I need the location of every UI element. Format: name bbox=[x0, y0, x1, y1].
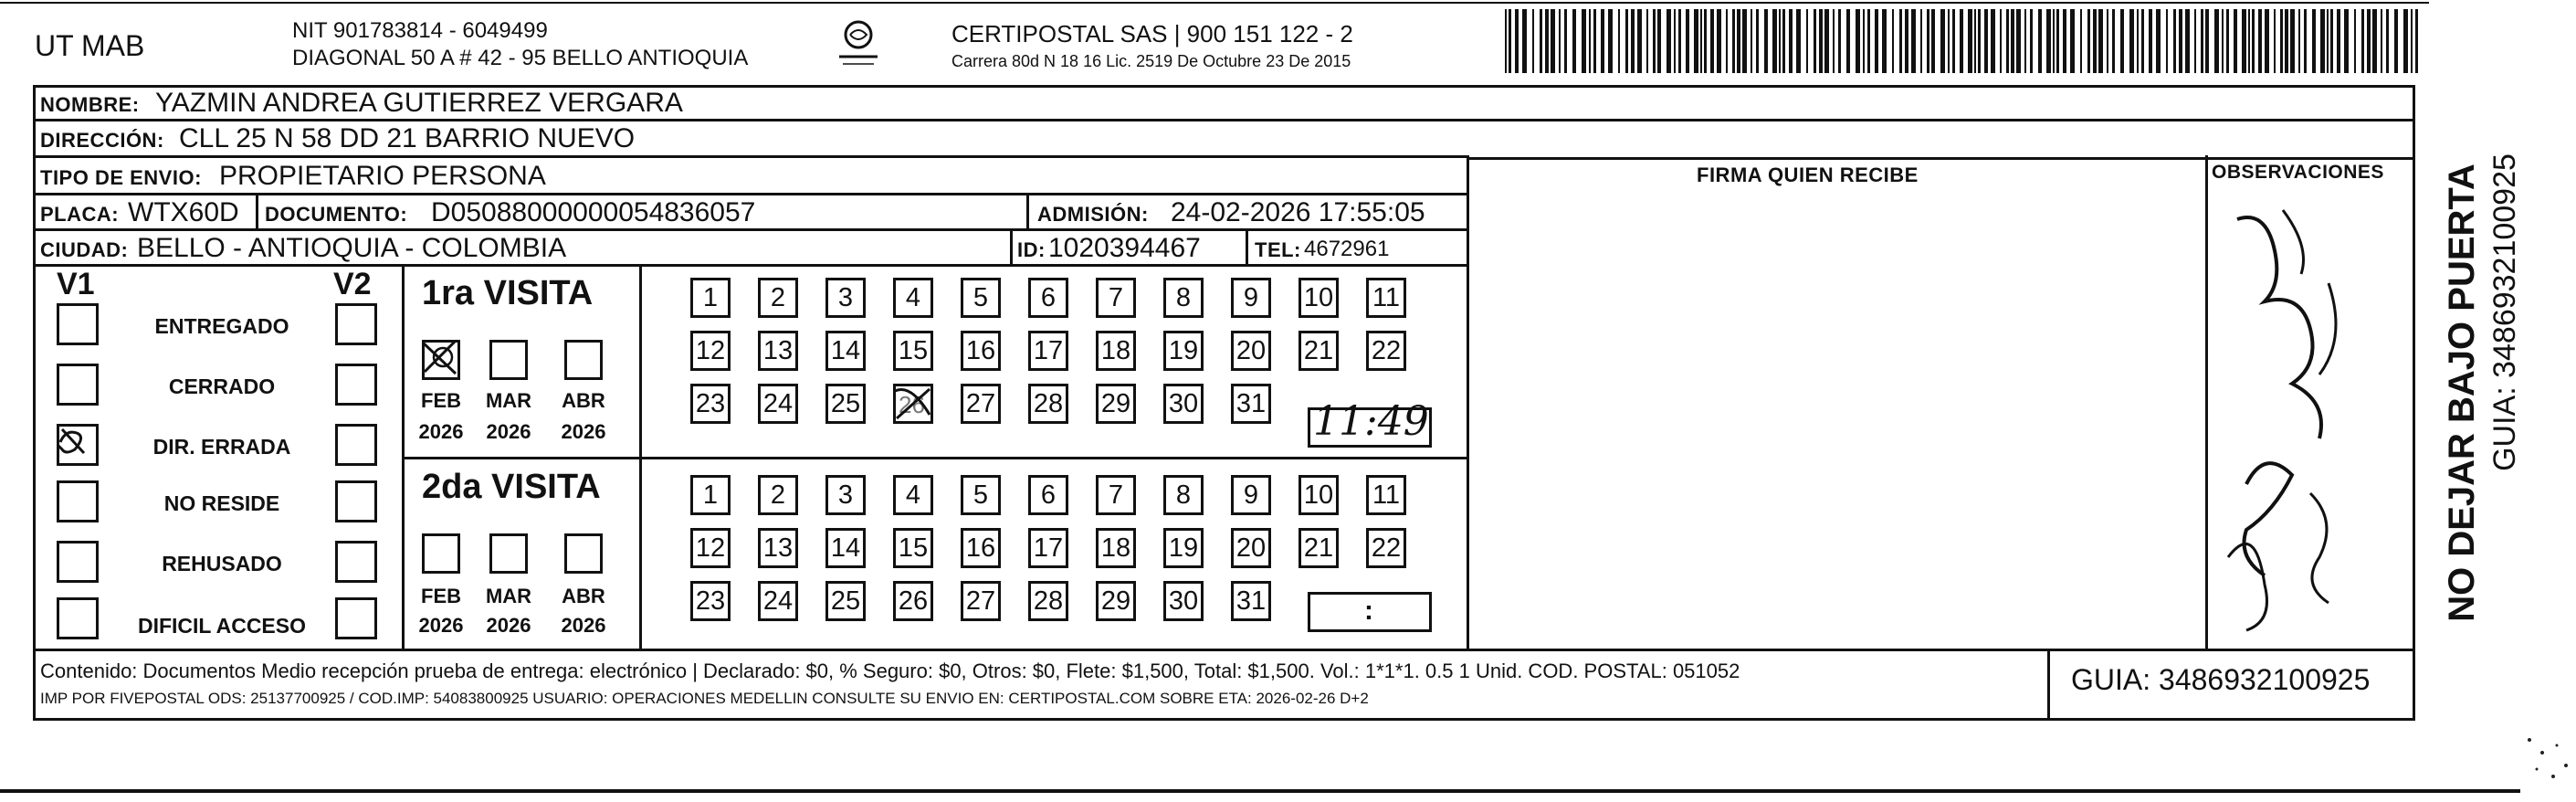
v1-checkbox-rehusado[interactable] bbox=[57, 541, 99, 583]
barcode-bar bbox=[2411, 9, 2413, 73]
side-warning: NO DEJAR BAJO PUERTA bbox=[2442, 164, 2482, 622]
status-entregado: ENTREGADO bbox=[154, 314, 289, 338]
barcode-bar bbox=[2011, 9, 2014, 73]
visit2-time: : bbox=[1364, 596, 1373, 626]
v2-checkbox-dificil-acceso[interactable] bbox=[335, 597, 377, 639]
barcode-bar bbox=[2156, 9, 2161, 73]
barcode-bar bbox=[2394, 9, 2398, 73]
visit2-day-12[interactable]: 12 bbox=[690, 528, 731, 568]
id-label: ID: bbox=[1017, 238, 1046, 261]
barcode-bar bbox=[1653, 9, 1656, 73]
barcode-bar bbox=[1646, 9, 1648, 73]
visit2-day-25[interactable]: 25 bbox=[825, 581, 866, 621]
visit2-day-4[interactable]: 4 bbox=[893, 475, 933, 515]
visit2-day-20[interactable]: 20 bbox=[1231, 528, 1271, 568]
visit1-day-8[interactable]: 8 bbox=[1163, 278, 1204, 318]
barcode-bar bbox=[1625, 9, 1628, 73]
barcode-bar bbox=[2285, 9, 2288, 73]
barcode-bar bbox=[1806, 9, 1808, 73]
barcode-bar bbox=[2205, 9, 2209, 73]
barcode bbox=[1505, 9, 2427, 73]
barcode-bar bbox=[1974, 9, 1976, 73]
barcode-bar bbox=[2120, 9, 2124, 73]
barcode-bar bbox=[1657, 9, 1661, 73]
status-dir-errada: DIR. ERRADA bbox=[152, 435, 291, 459]
visit2-day-8[interactable]: 8 bbox=[1163, 475, 1204, 515]
footer-guide: GUIA: 3486932100925 bbox=[2071, 663, 2371, 696]
barcode-bar bbox=[1991, 9, 1995, 73]
tel-label: TEL: bbox=[1255, 238, 1301, 261]
visit1-day-9[interactable]: 9 bbox=[1231, 278, 1271, 318]
visit2-day-9[interactable]: 9 bbox=[1231, 475, 1271, 515]
barcode-bar bbox=[1618, 9, 1620, 73]
visit2-month-abr[interactable] bbox=[564, 533, 603, 574]
visit1-day-6[interactable]: 6 bbox=[1028, 278, 1068, 318]
barcode-bar bbox=[1545, 9, 1549, 73]
bottom-rule bbox=[0, 789, 2520, 793]
barcode-bar bbox=[1631, 9, 1635, 73]
visit1-day-26[interactable] bbox=[893, 384, 933, 424]
id-value: 1020394467 bbox=[1048, 233, 1201, 263]
barcode-bar bbox=[1978, 9, 1981, 73]
visit1-month-mar[interactable] bbox=[489, 340, 528, 380]
visit2-year-feb: 2026 bbox=[418, 614, 464, 637]
visit1-day-22[interactable]: 22 bbox=[1366, 331, 1406, 371]
v1-checkbox-cerrado[interactable] bbox=[57, 364, 99, 406]
visit1-day-16[interactable]: 16 bbox=[961, 331, 1001, 371]
footer-print-info: IMP POR FIVEPOSTAL ODS: 25137700925 / COD.IMP: 54083800925 USUARIO: OPERACIONES MEDELLIN CONSULTE SU ENVIO EN: CERTIPOSTAL.COM SOBRE ETA: 2026-02-26 D+2 bbox=[40, 690, 1369, 707]
barcode-bar bbox=[2053, 9, 2055, 73]
v2-checkbox-no-reside[interactable] bbox=[335, 480, 377, 522]
barcode-bar bbox=[2372, 9, 2377, 73]
barcode-bar bbox=[2298, 9, 2300, 73]
observations-handwriting bbox=[2210, 192, 2374, 639]
barcode-bar bbox=[1505, 9, 1507, 73]
visit2-day-15[interactable]: 15 bbox=[893, 528, 933, 568]
barcode-bar bbox=[2258, 9, 2262, 73]
barcode-bar bbox=[2234, 9, 2237, 73]
address-value: CLL 25 N 58 DD 21 BARRIO NUEVO bbox=[179, 123, 636, 153]
v2-label: V2 bbox=[333, 267, 372, 301]
barcode-bar bbox=[2337, 9, 2340, 73]
visit1-month-label-feb: FEB bbox=[421, 389, 461, 412]
barcode-bar bbox=[1789, 9, 1793, 73]
barcode-bar bbox=[1551, 9, 1555, 73]
visit2-day-23[interactable]: 23 bbox=[690, 581, 731, 621]
company-address: DIAGONAL 50 A # 42 - 95 BELLO ANTIOQUIA bbox=[292, 46, 749, 70]
barcode-bar bbox=[1686, 9, 1689, 73]
visit1-day-15[interactable]: 15 bbox=[893, 331, 933, 371]
visit2-day-13[interactable]: 13 bbox=[758, 528, 798, 568]
visit2-day-10[interactable]: 10 bbox=[1299, 475, 1339, 515]
barcode-bar bbox=[2194, 9, 2196, 73]
status-dificil-acceso: DIFICIL ACCESO bbox=[137, 614, 306, 638]
barcode-bar bbox=[2290, 9, 2295, 73]
barcode-bar bbox=[1667, 9, 1671, 73]
visit2-month-mar[interactable] bbox=[489, 533, 528, 574]
barcode-bar bbox=[1920, 9, 1922, 73]
visit1-day-1[interactable]: 1 bbox=[690, 278, 731, 318]
document-label: DOCUMENTO: bbox=[265, 203, 408, 226]
barcode-bar bbox=[1779, 9, 1781, 73]
signature-header: FIRMA QUIEN RECIBE bbox=[1697, 164, 1919, 186]
barcode-bar bbox=[2000, 9, 2002, 73]
visit1-day-30[interactable]: 30 bbox=[1163, 384, 1204, 424]
barcode-bar bbox=[1717, 9, 1721, 73]
barcode-bar bbox=[1968, 9, 1972, 73]
city-value: BELLO - ANTIOQUIA - COLOMBIA bbox=[137, 233, 567, 263]
barcode-bar bbox=[1948, 9, 1950, 73]
visit2-year-abr: 2026 bbox=[561, 614, 606, 637]
tel-value: 4672961 bbox=[1304, 237, 1390, 261]
barcode-bar bbox=[1940, 9, 1945, 73]
v2-checkbox-dir-errada[interactable] bbox=[335, 424, 377, 466]
visit2-day-18[interactable]: 18 bbox=[1096, 528, 1136, 568]
barcode-bar bbox=[2214, 9, 2219, 73]
plate-value: WTX60D bbox=[128, 197, 239, 227]
barcode-bar bbox=[2320, 9, 2325, 73]
visit2-day-14[interactable]: 14 bbox=[825, 528, 866, 568]
barcode-bar bbox=[1509, 9, 1511, 73]
barcode-bar bbox=[2173, 9, 2176, 73]
visit1-day-31[interactable]: 31 bbox=[1231, 384, 1271, 424]
visit2-day-1[interactable]: 1 bbox=[690, 475, 731, 515]
barcode-bar bbox=[1911, 9, 1916, 73]
visit2-day-21[interactable]: 21 bbox=[1299, 528, 1339, 568]
svg-text:26: 26 bbox=[899, 391, 925, 418]
visit1-month-abr[interactable] bbox=[564, 340, 603, 380]
barcode-bar bbox=[2344, 9, 2349, 73]
visit1-day-11[interactable]: 11 bbox=[1366, 278, 1406, 318]
visit1-day-20[interactable]: 20 bbox=[1231, 331, 1271, 371]
barcode-bar bbox=[2046, 9, 2051, 73]
visit1-day-3[interactable]: 3 bbox=[825, 278, 866, 318]
visit1-day-13[interactable]: 13 bbox=[758, 331, 798, 371]
visit2-day-6[interactable]: 6 bbox=[1028, 475, 1068, 515]
visit1-day-25[interactable]: 25 bbox=[825, 384, 866, 424]
admission-label: ADMISIÓN: bbox=[1037, 203, 1149, 226]
barcode-bar bbox=[2304, 9, 2307, 73]
visit2-day-3[interactable]: 3 bbox=[825, 475, 866, 515]
barcode-bar bbox=[2141, 9, 2144, 73]
barcode-bar bbox=[1875, 9, 1878, 73]
handwritten-check-mark bbox=[57, 424, 97, 460]
barcode-bar bbox=[1782, 9, 1785, 73]
barcode-bar bbox=[1608, 9, 1613, 73]
carrier-license: Carrera 80d N 18 16 Lic. 2519 De Octubre 23 De 2015 bbox=[952, 52, 1351, 70]
visit2-day-31[interactable]: 31 bbox=[1231, 581, 1271, 621]
v2-checkbox-cerrado[interactable] bbox=[335, 364, 377, 406]
barcode-bar bbox=[1796, 9, 1801, 73]
barcode-bar bbox=[2226, 9, 2229, 73]
document-value: D05088000000054836057 bbox=[431, 197, 756, 227]
barcode-bar bbox=[2112, 9, 2115, 73]
visit1-day-14[interactable]: 14 bbox=[825, 331, 866, 371]
barcode-bar bbox=[2252, 9, 2255, 73]
visit2-day-7[interactable]: 7 bbox=[1096, 475, 1136, 515]
footer-content: Contenido: Documentos Medio recepción prueba de entrega: electrónico | Declarado: $0, % Seguro: $0, Otros: $0, Flete: $1,500, Total: $1,500. Vol.: 1*1*1. 0.5 1 Unid. COD. POSTAL: 051052 bbox=[40, 660, 1740, 682]
barcode-bar bbox=[1742, 9, 1747, 73]
visit2-day-29[interactable]: 29 bbox=[1096, 581, 1136, 621]
barcode-bar bbox=[1882, 9, 1887, 73]
barcode-bar bbox=[1678, 9, 1681, 73]
status-rehusado: REHUSADO bbox=[162, 552, 282, 575]
barcode-bar bbox=[2403, 9, 2408, 73]
v1-label: V1 bbox=[57, 267, 95, 301]
v1-checkbox-dir-errada[interactable] bbox=[57, 424, 99, 466]
visit2-day-26[interactable]: 26 bbox=[893, 581, 933, 621]
plate-label: PLACA: bbox=[40, 203, 120, 226]
barcode-bar bbox=[2248, 9, 2250, 73]
visit2-day-22[interactable]: 22 bbox=[1366, 528, 1406, 568]
v1-checkbox-no-reside[interactable] bbox=[57, 480, 99, 522]
barcode-bar bbox=[2274, 9, 2276, 73]
name-label: NOMBRE: bbox=[40, 93, 140, 116]
v2-checkbox-entregado[interactable] bbox=[335, 303, 377, 345]
barcode-bar bbox=[1674, 9, 1676, 73]
visit2-day-28[interactable]: 28 bbox=[1028, 581, 1068, 621]
admission-value: 24-02-2026 17:55:05 bbox=[1171, 197, 1425, 227]
visit1-day-21[interactable]: 21 bbox=[1299, 331, 1339, 371]
visit1-year-abr: 2026 bbox=[561, 420, 606, 443]
barcode-bar bbox=[1593, 9, 1596, 73]
visit1-day-17[interactable]: 17 bbox=[1028, 331, 1068, 371]
visit1-day-7[interactable]: 7 bbox=[1096, 278, 1136, 318]
barcode-bar bbox=[1737, 9, 1740, 73]
barcode-bar bbox=[2386, 9, 2389, 73]
barcode-bar bbox=[1838, 9, 1841, 73]
barcode-bar bbox=[2354, 9, 2356, 73]
visit1-day-4[interactable]: 4 bbox=[893, 278, 933, 318]
barcode-bar bbox=[2367, 9, 2371, 73]
visit1-day-24[interactable]: 24 bbox=[758, 384, 798, 424]
visit1-year-feb: 2026 bbox=[418, 420, 464, 443]
barcode-bar bbox=[1819, 9, 1823, 73]
barcode-bar bbox=[1522, 9, 1527, 73]
carrier-name: CERTIPOSTAL SAS | 900 151 122 - 2 bbox=[952, 20, 1353, 47]
barcode-bar bbox=[2361, 9, 2364, 73]
barcode-bar bbox=[2063, 9, 2066, 73]
visit2-title: 2da VISITA bbox=[422, 468, 601, 506]
barcode-bar bbox=[2185, 9, 2190, 73]
barcode-bar bbox=[1710, 9, 1714, 73]
barcode-bar bbox=[2093, 9, 2097, 73]
visit2-month-label-mar: MAR bbox=[485, 585, 532, 607]
handwritten-x-mark bbox=[893, 384, 933, 424]
visit1-month-label-abr: ABR bbox=[562, 389, 605, 412]
barcode-bar bbox=[1704, 9, 1707, 73]
barcode-bar bbox=[1824, 9, 1829, 73]
barcode-bar bbox=[1564, 9, 1567, 73]
barcode-bar bbox=[2080, 9, 2082, 73]
barcode-bar bbox=[1984, 9, 1988, 73]
barcode-bar bbox=[2201, 9, 2203, 73]
barcode-bar bbox=[2166, 9, 2168, 73]
visit1-day-12[interactable]: 12 bbox=[690, 331, 731, 371]
visit1-day-18[interactable]: 18 bbox=[1096, 331, 1136, 371]
visit1-day-10[interactable]: 10 bbox=[1299, 278, 1339, 318]
visit1-year-mar: 2026 bbox=[486, 420, 531, 443]
barcode-bar bbox=[1726, 9, 1728, 73]
barcode-bar bbox=[1952, 9, 1955, 73]
visit2-day-24[interactable]: 24 bbox=[758, 581, 798, 621]
barcode-bar bbox=[1515, 9, 1519, 73]
barcode-bar bbox=[2024, 9, 2026, 73]
barcode-bar bbox=[1960, 9, 1963, 73]
visit1-day-5[interactable]: 5 bbox=[961, 278, 1001, 318]
side-guide: GUIA: 3486932100925 bbox=[2487, 153, 2522, 471]
visit2-day-5[interactable]: 5 bbox=[961, 475, 1001, 515]
observations-header: OBSERVACIONES bbox=[2212, 162, 2384, 183]
barcode-bar bbox=[1927, 9, 1929, 73]
visit2-day-30[interactable]: 30 bbox=[1163, 581, 1204, 621]
visit1-day-2[interactable]: 2 bbox=[758, 278, 798, 318]
visit1-title: 1ra VISITA bbox=[422, 274, 594, 312]
visit1-month-feb[interactable] bbox=[422, 340, 460, 380]
visit2-month-label-abr: ABR bbox=[562, 585, 605, 607]
barcode-bar bbox=[1572, 9, 1576, 73]
visit2-day-19[interactable]: 19 bbox=[1163, 528, 1204, 568]
visit2-year-mar: 2026 bbox=[486, 614, 531, 637]
barcode-bar bbox=[1856, 9, 1860, 73]
barcode-bar bbox=[2006, 9, 2009, 73]
barcode-bar bbox=[1732, 9, 1735, 73]
v1-checkbox-dificil-acceso[interactable] bbox=[57, 597, 99, 639]
barcode-bar bbox=[2030, 9, 2033, 73]
visit2-day-17[interactable]: 17 bbox=[1028, 528, 1068, 568]
barcode-bar bbox=[1899, 9, 1902, 73]
barcode-bar bbox=[1863, 9, 1865, 73]
barcode-bar bbox=[2137, 9, 2139, 73]
barcode-bar bbox=[2070, 9, 2075, 73]
company-nit: NIT 901783814 - 6049499 bbox=[292, 18, 548, 43]
barcode-bar bbox=[1772, 9, 1777, 73]
visit1-month-label-mar: MAR bbox=[485, 389, 532, 412]
visit2-day-16[interactable]: 16 bbox=[961, 528, 1001, 568]
visit2-day-11[interactable]: 11 bbox=[1366, 475, 1406, 515]
barcode-bar bbox=[1764, 9, 1768, 73]
barcode-bar bbox=[2098, 9, 2103, 73]
visit2-day-2[interactable]: 2 bbox=[758, 475, 798, 515]
handwritten-x-mark bbox=[419, 337, 463, 379]
certipostal-logo bbox=[826, 16, 890, 71]
barcode-bar bbox=[1751, 9, 1752, 73]
barcode-bar bbox=[1559, 9, 1561, 73]
visit1-day-28[interactable]: 28 bbox=[1028, 384, 1068, 424]
barcode-bar bbox=[2222, 9, 2224, 73]
status-no-reside: NO RESIDE bbox=[163, 491, 280, 515]
barcode-bar bbox=[1589, 9, 1591, 73]
company-name: UT MAB bbox=[35, 29, 145, 62]
barcode-bar bbox=[2415, 9, 2418, 73]
barcode-bar bbox=[1582, 9, 1586, 73]
barcode-bar bbox=[1892, 9, 1894, 73]
barcode-bar bbox=[1846, 9, 1850, 73]
barcode-bar bbox=[2242, 9, 2246, 73]
barcode-bar bbox=[2087, 9, 2090, 73]
barcode-bar bbox=[2129, 9, 2134, 73]
barcode-bar bbox=[1756, 9, 1759, 73]
city-label: CIUDAD: bbox=[40, 238, 129, 261]
address-label: DIRECCIÓN: bbox=[40, 129, 164, 152]
visit1-day-27[interactable]: 27 bbox=[961, 384, 1001, 424]
barcode-bar bbox=[2056, 9, 2059, 73]
barcode-bar bbox=[1532, 9, 1534, 73]
barcode-bar bbox=[1867, 9, 1870, 73]
barcode-bar bbox=[2312, 9, 2316, 73]
visit1-day-29[interactable]: 29 bbox=[1096, 384, 1136, 424]
visit2-month-feb[interactable] bbox=[422, 533, 460, 574]
visit2-day-27[interactable]: 27 bbox=[961, 581, 1001, 621]
barcode-bar bbox=[1931, 9, 1935, 73]
status-cerrado: CERRADO bbox=[168, 375, 276, 398]
name-value: YAZMIN ANDREA GUTIERREZ VERGARA bbox=[155, 88, 683, 118]
barcode-bar bbox=[2265, 9, 2269, 73]
barcode-bar bbox=[2016, 9, 2021, 73]
visit1-time: 11:49 bbox=[1313, 398, 1429, 445]
ship-type-value: PROPIETARIO PERSONA bbox=[219, 161, 546, 191]
v1-checkbox-entregado[interactable] bbox=[57, 303, 99, 345]
barcode-bar bbox=[1540, 9, 1542, 73]
visit1-day-23[interactable]: 23 bbox=[690, 384, 731, 424]
v2-checkbox-rehusado[interactable] bbox=[335, 541, 377, 583]
visit2-month-label-feb: FEB bbox=[421, 585, 461, 607]
barcode-bar bbox=[2107, 9, 2108, 73]
barcode-bar bbox=[2179, 9, 2182, 73]
barcode-bar bbox=[1905, 9, 1908, 73]
barcode-bar bbox=[2381, 9, 2382, 73]
barcode-bar bbox=[1814, 9, 1816, 73]
barcode-bar bbox=[1637, 9, 1642, 73]
barcode-bar bbox=[1700, 9, 1702, 73]
barcode-bar bbox=[1833, 9, 1835, 73]
scan-noise bbox=[2520, 712, 2575, 786]
barcode-bar bbox=[2330, 9, 2333, 73]
barcode-bar bbox=[2327, 9, 2329, 73]
visit1-day-19[interactable]: 19 bbox=[1163, 331, 1204, 371]
barcode-bar bbox=[1601, 9, 1604, 73]
barcode-bar bbox=[2280, 9, 2283, 73]
barcode-bar bbox=[2149, 9, 2152, 73]
barcode-bar bbox=[1694, 9, 1698, 73]
barcode-bar bbox=[2038, 9, 2042, 73]
ship-type-label: TIPO DE ENVIO: bbox=[40, 166, 202, 189]
